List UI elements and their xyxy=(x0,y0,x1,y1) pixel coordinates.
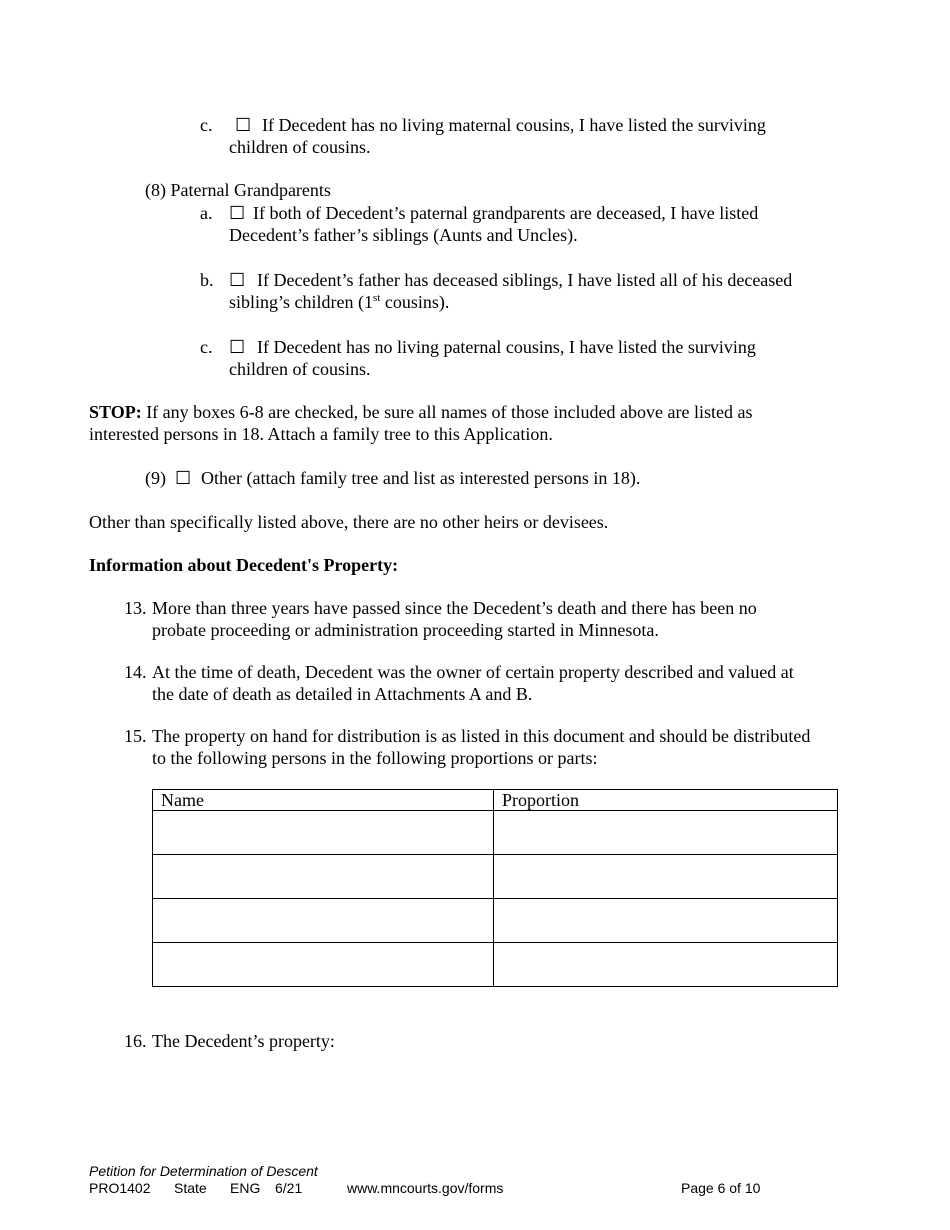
text-line: More than three years have passed since the Decedent’s death and there has been no xyxy=(152,598,757,618)
column-header-proportion: Proportion xyxy=(494,790,838,811)
section9-text: Other (attach family tree and list as interested persons in 18). xyxy=(201,468,641,488)
table-header-row xyxy=(153,790,838,811)
text-line: the date of death as detailed in Attachments A and B. xyxy=(152,684,533,704)
distribution-table xyxy=(152,789,838,987)
item-16-text: The Decedent’s property: xyxy=(152,1031,335,1051)
footer-form-title: Petition for Determination of Descent xyxy=(89,1163,318,1179)
table-row xyxy=(153,811,838,855)
name-cell[interactable] xyxy=(153,899,494,943)
checkbox-9[interactable]: ☐ xyxy=(175,468,192,488)
table-row xyxy=(153,943,838,987)
footer-jurisdiction: State xyxy=(174,1180,207,1196)
footer-page-number: Page 6 of 10 xyxy=(681,1180,761,1196)
text-line: children of cousins. xyxy=(229,137,371,157)
name-cell[interactable] xyxy=(153,943,494,987)
text-line: Decedent’s father’s siblings (Aunts and Uncles). xyxy=(229,225,578,245)
footer-url[interactable]: www.mncourts.gov/forms xyxy=(347,1180,504,1196)
table-row xyxy=(153,899,838,943)
footer-revision: 6/21 xyxy=(275,1180,303,1196)
checkbox-8b[interactable]: ☐ xyxy=(229,270,246,290)
item-13-text xyxy=(152,597,852,641)
item-number: 16. xyxy=(124,1031,147,1051)
footer-language: ENG xyxy=(230,1180,261,1196)
text-line: children of cousins. xyxy=(229,359,371,379)
item-letter: a. xyxy=(200,203,213,223)
item-letter: b. xyxy=(200,270,214,290)
proportion-cell[interactable] xyxy=(494,855,838,899)
column-header-name: Name xyxy=(153,790,494,811)
text-line: The property on hand for distribution is as listed in this document and should be distributed xyxy=(152,726,811,746)
text-line: At the time of death, Decedent was the owner of certain property described and valued at xyxy=(152,662,794,682)
item-letter: c. xyxy=(200,115,213,135)
text-line: If Decedent has no living maternal cousins, I have listed the surviving xyxy=(262,115,766,135)
property-heading: Information about Decedent's Property: xyxy=(89,555,399,575)
item-number: 15. xyxy=(124,726,147,746)
text-line: sibling’s children (1st cousins). xyxy=(229,292,450,312)
item-letter: c. xyxy=(200,337,213,357)
item-15-text xyxy=(152,725,852,769)
name-cell[interactable] xyxy=(153,811,494,855)
section7-item-c-text xyxy=(229,114,849,158)
no-other-heirs-statement: Other than specifically listed above, there are no other heirs or devisees. xyxy=(89,512,609,532)
item-number: 14. xyxy=(124,662,147,682)
stop-note: STOP: If any boxes 6-8 are checked, be sure all names of those included above are listed as interested persons in 18. Attach a family tree to this Application. xyxy=(89,401,849,445)
checkbox-7c[interactable]: ☐ xyxy=(235,115,252,135)
stop-label: STOP: xyxy=(89,402,142,422)
proportion-cell[interactable] xyxy=(494,943,838,987)
section8-item-c-text xyxy=(229,336,849,380)
text-line: If both of Decedent’s paternal grandparents are deceased, I have listed xyxy=(253,203,759,223)
proportion-cell[interactable] xyxy=(494,811,838,855)
item-number: 13. xyxy=(124,598,147,618)
name-cell[interactable] xyxy=(153,855,494,899)
item-14-text xyxy=(152,661,852,705)
text-line: If Decedent has no living paternal cousins, I have listed the surviving xyxy=(257,337,756,357)
section7-item-c xyxy=(200,114,213,136)
footer-form-code: PRO1402 xyxy=(89,1180,151,1196)
section9-number: (9) xyxy=(145,468,166,488)
section8-item-b-text xyxy=(229,269,849,313)
text-line: probate proceeding or administration proceeding started in Minnesota. xyxy=(152,620,659,640)
section8-heading: (8) Paternal Grandparents xyxy=(145,180,331,200)
checkbox-8c[interactable]: ☐ xyxy=(229,337,246,357)
text-line: If Decedent’s father has deceased siblings, I have listed all of his deceased xyxy=(257,270,793,290)
section8-item-a-text xyxy=(229,202,849,246)
proportion-cell[interactable] xyxy=(494,899,838,943)
checkbox-8a[interactable]: ☐ xyxy=(229,203,246,223)
text-line: to the following persons in the following proportions or parts: xyxy=(152,748,598,768)
text-line: interested persons in 18. Attach a family tree to this Application. xyxy=(89,424,553,444)
table-row xyxy=(153,855,838,899)
